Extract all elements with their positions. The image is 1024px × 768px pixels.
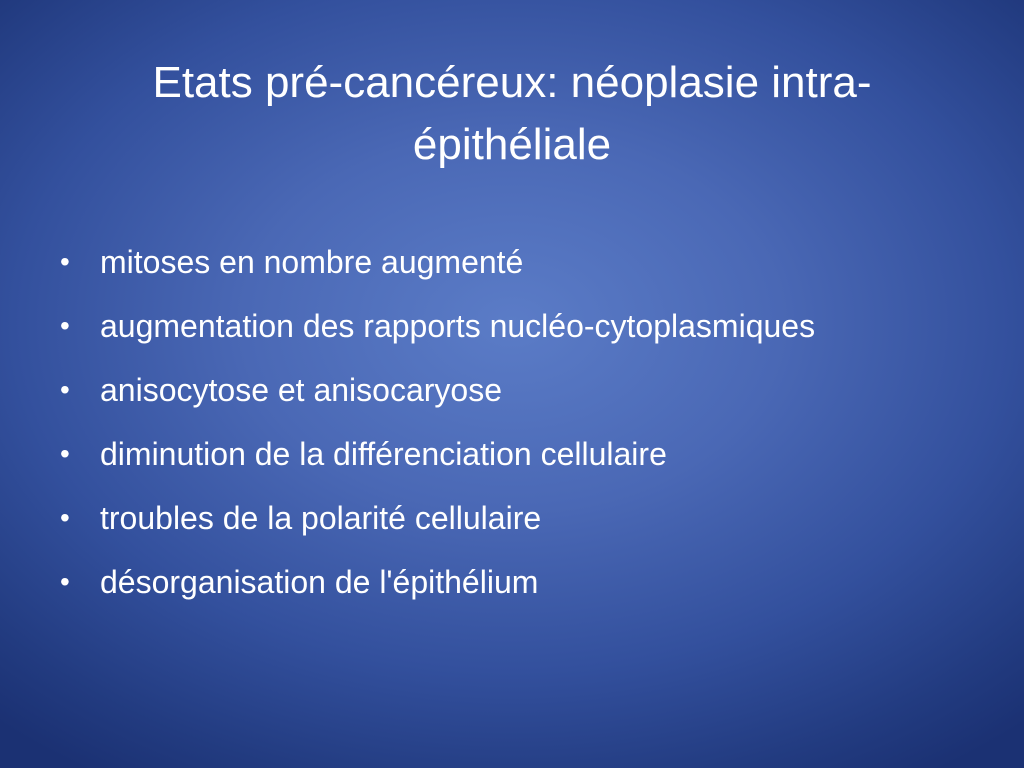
bullet-item-mitoses xyxy=(60,240,964,284)
bullet-dot-icon: • xyxy=(60,310,70,341)
bullet-text: mitoses en nombre augmenté xyxy=(100,244,524,280)
bullet-item-nucleo-cytoplasmic xyxy=(60,304,964,348)
bullet-dot-icon: • xyxy=(60,502,70,533)
bullet-dot-icon: • xyxy=(60,374,70,405)
bullet-text: désorganisation de l'épithélium xyxy=(100,564,539,600)
bullet-list xyxy=(60,240,964,624)
slide-title: Etats pré-cancéreux: néoplasie intra-épithéliale xyxy=(152,58,872,169)
bullet-dot-icon: • xyxy=(60,566,70,597)
bullet-item-anisocytose xyxy=(60,368,964,412)
bullet-dot-icon: • xyxy=(60,438,70,469)
bullet-text: augmentation des rapports nucléo-cytoplasmiques xyxy=(100,308,816,344)
bullet-text: diminution de la différenciation cellulaire xyxy=(100,436,667,472)
bullet-item-polarite xyxy=(60,496,964,540)
bullet-text: anisocytose et anisocaryose xyxy=(100,372,502,408)
bullet-dot-icon: • xyxy=(60,246,70,277)
bullet-item-desorganisation xyxy=(60,560,964,604)
bullet-text: troubles de la polarité cellulaire xyxy=(100,500,542,536)
bullet-item-differenciation xyxy=(60,432,964,476)
